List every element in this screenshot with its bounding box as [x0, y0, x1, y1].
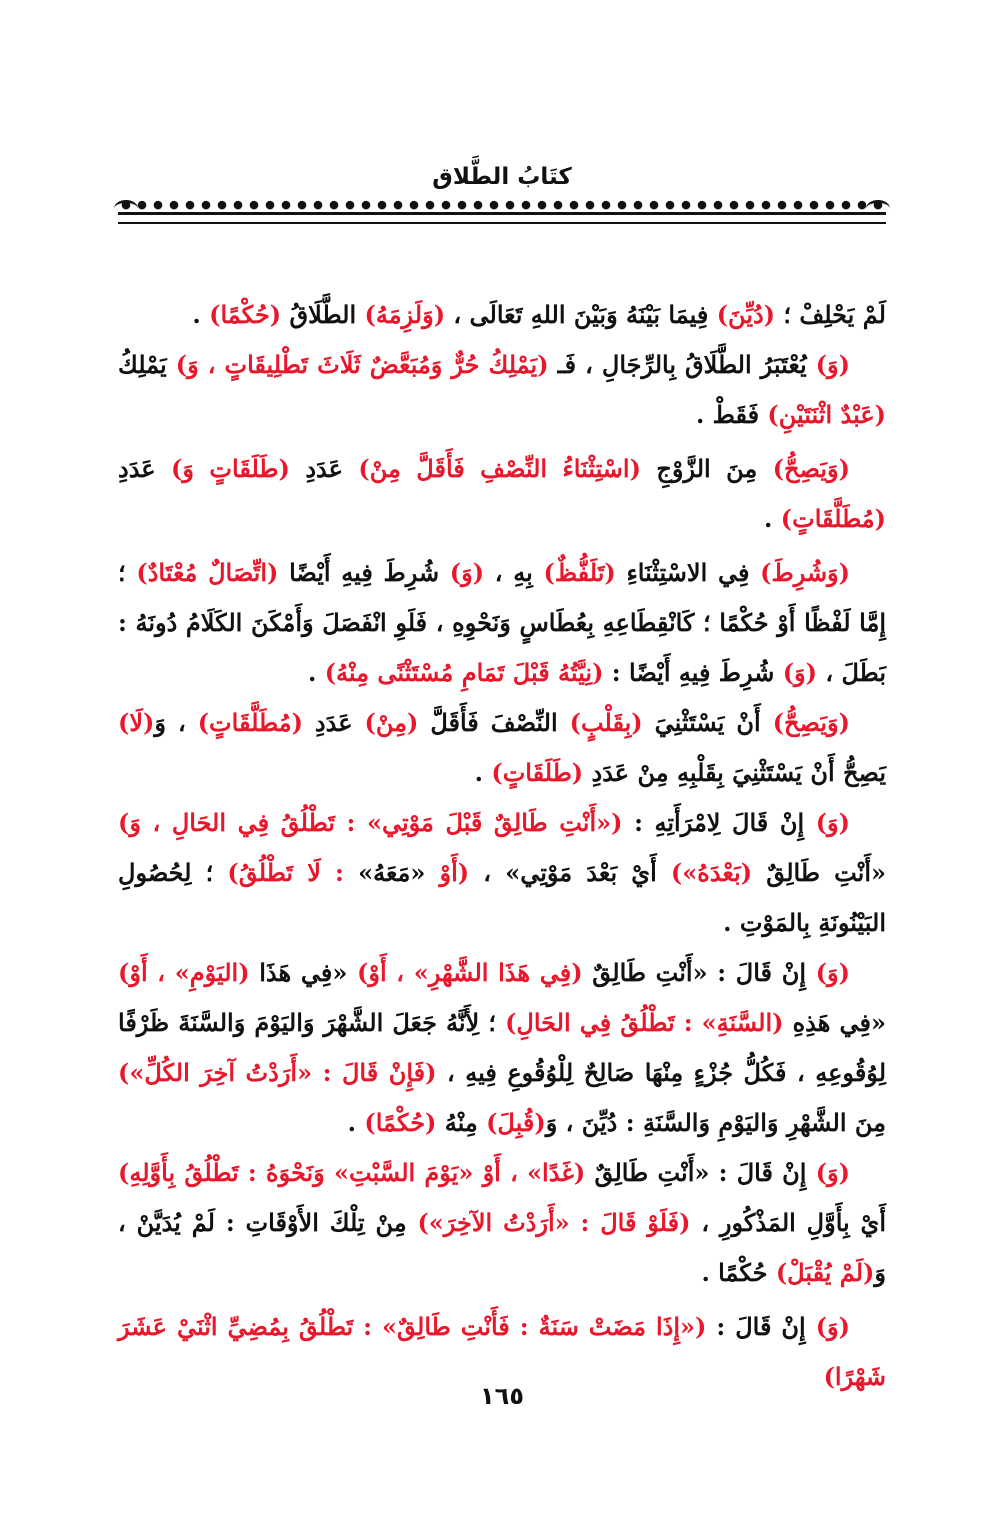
commentary-text: .	[764, 504, 781, 533]
paragraph	[118, 698, 886, 798]
commentary-text: النِّصْفَ فَأَقَلَّ	[418, 708, 570, 737]
commentary-text: شُرِطَ فِيهِ أَيْضًا :	[603, 658, 783, 687]
commentary-text: يَصِحُّ أَنْ يَسْتَثْنِيَ بِقَلْبِهِ مِنْ عَدَدِ	[583, 758, 886, 787]
matn-text: (حُكْمًا)	[209, 300, 282, 329]
paragraph	[118, 444, 886, 544]
matn-text: : لَا تَطْلُقُ)	[227, 858, 344, 887]
paragraph	[118, 548, 886, 698]
commentary-text: .	[192, 300, 210, 329]
matn-text: (فَلَوْ قَالَ : «أَرَدْتُ الآخِرَ»)	[417, 1208, 691, 1237]
matn-text: (وَ)	[815, 808, 851, 837]
commentary-text: إِنْ قَالَ لِامْرَأَتِهِ :	[622, 808, 816, 837]
matn-text: (وَشُرِطَ)	[760, 558, 851, 587]
matn-text: (عَبْدٌ اثْنَتَيْنِ)	[767, 400, 886, 429]
matn-text: (مِنْ)	[364, 708, 419, 737]
commentary-text: إِنْ قَالَ :	[706, 1312, 816, 1341]
body-text	[118, 290, 886, 1402]
matn-text: (غَدًا» ، أَوْ «يَوْمَ السَّبْتِ» وَنَحْوَهُ : تَطْلُقُ بِأَوَّلِهِ)	[118, 1158, 586, 1187]
page-header	[118, 160, 886, 224]
matn-text: («أَنْتِ طَالِقٌ قَبْلَ مَوْتِي» : تَطْلُقُ فِي الحَالِ ، وَ)	[118, 808, 623, 837]
header-ornament-border	[118, 196, 886, 224]
matn-text: (لَا)	[118, 708, 155, 737]
matn-text: (وَ)	[449, 558, 485, 587]
matn-text: (تَلَفُّظٌ)	[543, 558, 616, 587]
commentary-text: إِنْ قَالَ : «أَنْتِ طَالِقٌ	[585, 1158, 816, 1187]
commentary-text: مِنْهُ	[436, 1108, 487, 1137]
matn-text: («إِذَا مَضَتْ سَنَةٌ : فَأَنْتِ طَالِقٌ» : تَطْلُقُ بِمُضِيِّ اثْنَيْ عَشَرَ شَهْرًا)	[118, 1312, 886, 1391]
commentary-text: بِهِ ،	[484, 558, 544, 587]
matn-text: (فَإِنْ قَالَ : «أَرَدْتُ آخِرَ الكُلِّ»)	[118, 1058, 437, 1087]
matn-text: (طَلَقَاتٍ)	[491, 758, 584, 787]
matn-text: (وَ)	[815, 1312, 850, 1341]
matn-text: (مُطَلَّقَاتٍ)	[197, 708, 303, 737]
commentary-text: فِي الاسْتِثْنَاءِ	[615, 558, 761, 587]
matn-text: (قُبِلَ)	[486, 1108, 546, 1137]
matn-text: (وَيَصِحُّ)	[772, 708, 850, 737]
commentary-text: ؛ إِمَّا لَفْظًا أَوْ حُكْمًا ؛ كَانْقِطَاعِهِ بِعُطَاسٍ وَنَحْوِهِ ، فَلَوِ انْفَصَلَ وَأَمْكَنَ الكَلَامُ دُونَهُ : بَطَلَ ،	[118, 558, 886, 687]
commentary-text: .	[307, 658, 325, 687]
commentary-text: لَمْ يَحْلِفْ ؛	[775, 300, 886, 329]
running-title: كتَابُ الطَّلاق	[432, 164, 572, 190]
commentary-text: مِنْ تِلْكَ الأَوْقَاتِ : لَمْ يُدَيَّنْ ، وَ	[118, 1208, 886, 1287]
matn-text: (اليَوْمِ» ، أَوْ)	[118, 958, 250, 987]
commentary-text: عَدَدِ	[118, 454, 172, 483]
commentary-text: إِنْ قَالَ : «أَنْتِ طَالِقٌ	[582, 958, 816, 987]
matn-text: (نِيَّتُهُ قَبْلَ تَمَامِ مُسْتَثْنًى مِنْهُ)	[324, 658, 604, 687]
commentary-text: ؛ لِحُصُولِ البَيْنُونَةِ بِالمَوْتِ .	[118, 858, 886, 937]
commentary-text: أَنْ يَسْتَثْنِيَ	[642, 708, 773, 737]
commentary-text: .	[474, 758, 492, 787]
paragraph	[118, 290, 886, 340]
commentary-text: حُكْمًا .	[701, 1258, 776, 1287]
commentary-text: «فِي هَذَا	[249, 958, 358, 987]
commentary-text: فَقَطْ .	[695, 400, 768, 429]
matn-text: (بِقَلْبٍ)	[569, 708, 643, 737]
matn-text: (وَ)	[815, 1158, 850, 1187]
commentary-text: عَدَدِ	[289, 454, 359, 483]
commentary-text: «فِي هَذِهِ	[783, 1008, 886, 1037]
commentary-text: .	[347, 1108, 365, 1137]
matn-text: (بَعْدَهُ»)	[670, 858, 753, 887]
matn-text: (اسْتِثْنَاءُ النِّصْفِ فَأَقَلَّ مِنْ)	[358, 454, 641, 483]
page-number: ١٦٥	[480, 1382, 524, 1410]
matn-text: (السَّنَةِ» : تَطْلُقُ فِي الحَالِ)	[505, 1008, 784, 1037]
commentary-text: فِيمَا بَيْنَهُ وَبَيْنَ اللهِ تَعَالَى ،	[445, 300, 717, 329]
matn-text: (وَيَصِحُّ)	[772, 454, 850, 483]
commentary-text: «مَعَهُ»	[343, 858, 440, 887]
matn-text: (وَ)	[815, 958, 851, 987]
commentary-text: «أَنْتِ طَالِقٌ	[752, 858, 887, 887]
matn-text: (وَ)	[815, 350, 850, 379]
commentary-text: يُعْتَبَرُ الطَّلَاقُ بِالرِّجَالِ ، فَـ	[548, 350, 816, 379]
matn-text: (دُيِّنَ)	[716, 300, 776, 329]
matn-text: (يَمْلِكُ حُرٌّ وَمُبَعَّضٌ ثَلَاثَ تَطْلِيقَاتٍ ، وَ)	[175, 350, 549, 379]
matn-text: (وَ)	[782, 658, 817, 687]
paragraph	[118, 798, 886, 948]
matn-text: (وَلَزِمَهُ)	[364, 300, 446, 329]
commentary-text: أَيْ بَعْدَ مَوْتِي» ،	[469, 858, 671, 887]
matn-text: (فِي هَذَا الشَّهْرِ» ، أَوْ)	[357, 958, 583, 987]
commentary-text: مِنَ الشَّهْرِ وَاليَوْمِ وَالسَّنَةِ : دُيِّنَ ، وَ	[545, 1108, 886, 1137]
matn-text: (مُطَلَّقَاتٍ)	[780, 504, 886, 533]
matn-text: (أَوْ	[439, 858, 470, 887]
paragraph	[118, 1148, 886, 1298]
commentary-text: عَدَدِ	[302, 708, 365, 737]
commentary-text: أَيْ بِأَوَّلِ المَذْكُورِ ،	[690, 1208, 886, 1237]
commentary-text: يَمْلِكُ	[118, 350, 176, 379]
commentary-text: ، وَ	[154, 708, 198, 737]
paragraph	[118, 948, 886, 1148]
paragraph	[118, 340, 886, 440]
commentary-text: مِنَ الزَّوْجِ	[640, 454, 773, 483]
commentary-text: شُرِطَ فِيهِ أَيْضًا	[278, 558, 450, 587]
matn-text: (اتِّصَالٌ مُعْتَادٌ)	[136, 558, 279, 587]
commentary-text: ؛ لِأَنَّهُ جَعَلَ الشَّهْرَ وَاليَوْمَ وَالسَّنَةَ ظَرْفًا لِوُقُوعِهِ ، فَكُلُّ جُزْءٍ مِنْهَا صَالِحٌ لِلْوُقُوعِ فِيهِ ،	[118, 1008, 886, 1087]
matn-text: (طَلَقَاتٍ وَ)	[171, 454, 290, 483]
commentary-text: الطَّلَاقُ	[281, 300, 365, 329]
matn-text: (حُكْمًا)	[364, 1108, 437, 1137]
matn-text: (لَمْ يُقْبَلْ)	[775, 1258, 875, 1287]
